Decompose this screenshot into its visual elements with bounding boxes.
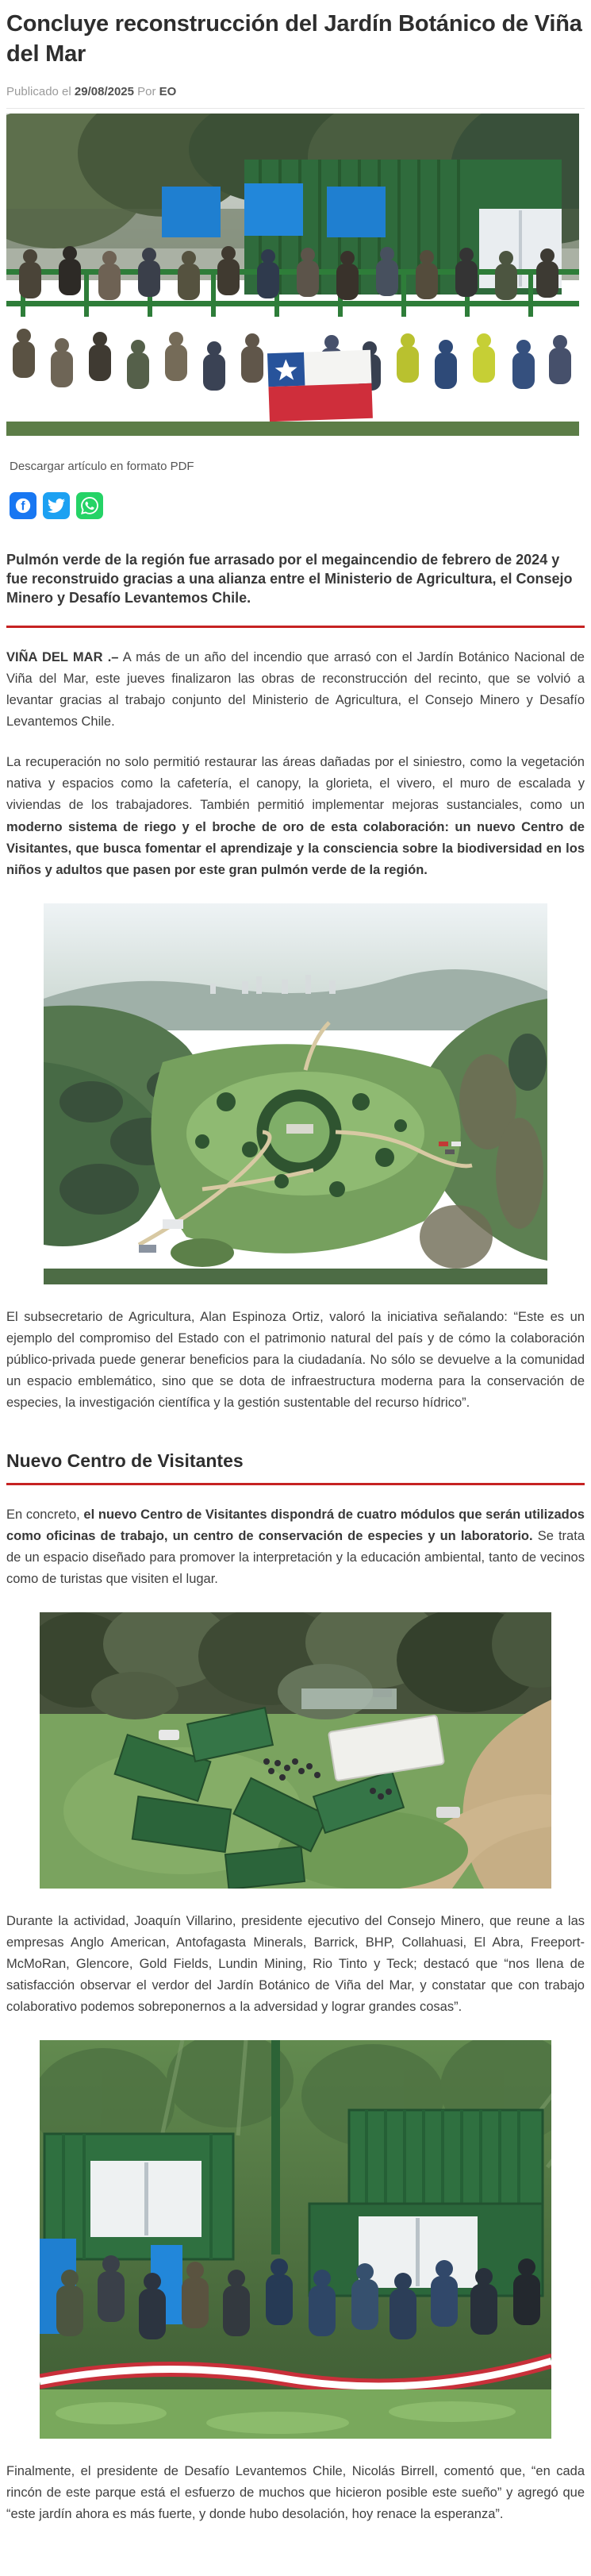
- twitter-icon: [48, 497, 65, 514]
- author-label: Por: [137, 85, 156, 99]
- author-name: EO: [159, 85, 177, 99]
- hero-photo-group-reopening: [6, 114, 585, 436]
- visitor-center-modules-photo: [6, 1612, 585, 1889]
- ribbon-cutting-illustration: [40, 2040, 551, 2439]
- paragraph-2: [6, 752, 585, 880]
- ribbon-cutting-photo: [6, 2040, 585, 2439]
- paragraph-6: Finalmente, el presidente de Desafío Levantemos Chile, Nicolás Birrell, comentó que, “en cada rincón de este parque está el esfuerzo de muchos que hicieron posible este sueño” y agregó que “este jardín ahora es más fuerte, y donde hubo desolación, hoy renace la esperanza”.: [6, 2464, 585, 2522]
- published-date: 29/08/2025: [74, 85, 134, 99]
- hero-photo-illustration: [6, 114, 579, 436]
- red-divider-top: [6, 626, 585, 628]
- paragraph-1-text: A más de un año del incendio que arrasó con el Jardín Botánico Nacional de Viña del Mar, este jueves finalizaron las obras de reconstrucción del recinto, que se volvió a levantar gracias al trabajo conjunto del Ministerio de Agricultura, el Consejo Minero y Desafío Levantemos Chile.: [6, 650, 585, 730]
- facebook-icon: [14, 497, 32, 514]
- published-label: Publicado el: [6, 85, 71, 99]
- meta-divider: [6, 108, 585, 109]
- svg-text:f: f: [21, 499, 25, 514]
- paragraph-3: El subsecretario de Agricultura, Alan Espinoza Ortiz, valoró la iniciativa señalando: “Este es un ejemplo del compromiso del Estado con el patrimonio natural del país y de cómo la colaboración público-privada puede generar beneficios para la ciudadanía. No sólo se devuelve a la comunidad un espacio emblemático, sino que se dota de infraestructura moderna para la conservación de especies, la investigación científica y la gestión sustentable del recurso hídrico”.: [6, 1309, 585, 1410]
- chile-flag: [267, 350, 373, 422]
- article-lead: Pulmón verde de la región fue arrasado por el megaincendio de febrero de 2024 y fue reconstruido gracias a una alianza entre el Ministerio de Agricultura, el Consejo Minero y Desafío Levantemos Chile.: [6, 552, 573, 606]
- paragraph-1: [6, 647, 585, 733]
- paragraph-4-pre: En concreto,: [6, 1507, 84, 1522]
- section-heading: Nuevo Centro de Visitantes: [6, 1450, 244, 1471]
- aerial-garden-illustration: [44, 903, 547, 1284]
- aerial-garden-photo: [6, 903, 585, 1284]
- red-divider-section: [6, 1483, 585, 1485]
- paragraph-4: [6, 1504, 585, 1590]
- paragraph-2-text: La recuperación no solo permitió restaurar las áreas dañadas por el siniestro, como la vegetación nativa y espacios como la cafetería, el canopy, la glorieta, el vivero, el muro de escalada y viviendas de los trabajadores. También permitió implementar mejoras sustanciales, como un: [6, 755, 585, 813]
- share-twitter-button[interactable]: [43, 492, 70, 519]
- article-meta: [6, 85, 585, 98]
- paragraph-2-bold: moderno sistema de riego y el broche de oro de esta colaboración: un nuevo Centro de Visitantes, que busca fomentar el aprendizaje y la consciencia sobre la biodiversidad en los niños y adultos que pasen por este gran pulmón verde de la región.: [6, 819, 585, 877]
- whatsapp-icon: [81, 497, 98, 514]
- paragraph-4-bold: el nuevo Centro de Visitantes dispondrá de cuatro módulos que serán utilizados como oficinas de trabajo, un centro de conservación de especies y un laboratorio.: [6, 1507, 585, 1543]
- share-whatsapp-button[interactable]: [76, 492, 103, 519]
- paragraph-5: Durante la actividad, Joaquín Villarino, presidente ejecutivo del Consejo Minero, que reune a las empresas Anglo American, Antofagasta Minerals, Barrick, BHP, Collahuasi, El Abra, Freeport-McMoRan, Glencore, Gold Fields, Lundin Mining, Rio Tinto y Teck; destacó que “nos llena de satisfacción observar el verdor del Jardín Botánico de Viña del Mar, y constatar que con trabajo colaborativo podemos sobreponernos a la adversidad y lograr grandes cosas”.: [6, 1914, 585, 2015]
- visitor-center-illustration: [40, 1612, 551, 1889]
- download-pdf-link[interactable]: Descargar artículo en formato PDF: [10, 460, 194, 474]
- dateline: VIÑA DEL MAR .–: [6, 650, 119, 665]
- paragraph-4-post: Se trata de un espacio diseñado para promover la interpretación y la educación ambiental, tanto de vecinos como de turistas que visiten el lugar.: [6, 1528, 585, 1587]
- page-title: Concluye reconstrucción del Jardín Botánico de Viña del Mar: [6, 11, 582, 67]
- share-buttons: [10, 492, 585, 519]
- share-facebook-button[interactable]: [10, 492, 36, 519]
